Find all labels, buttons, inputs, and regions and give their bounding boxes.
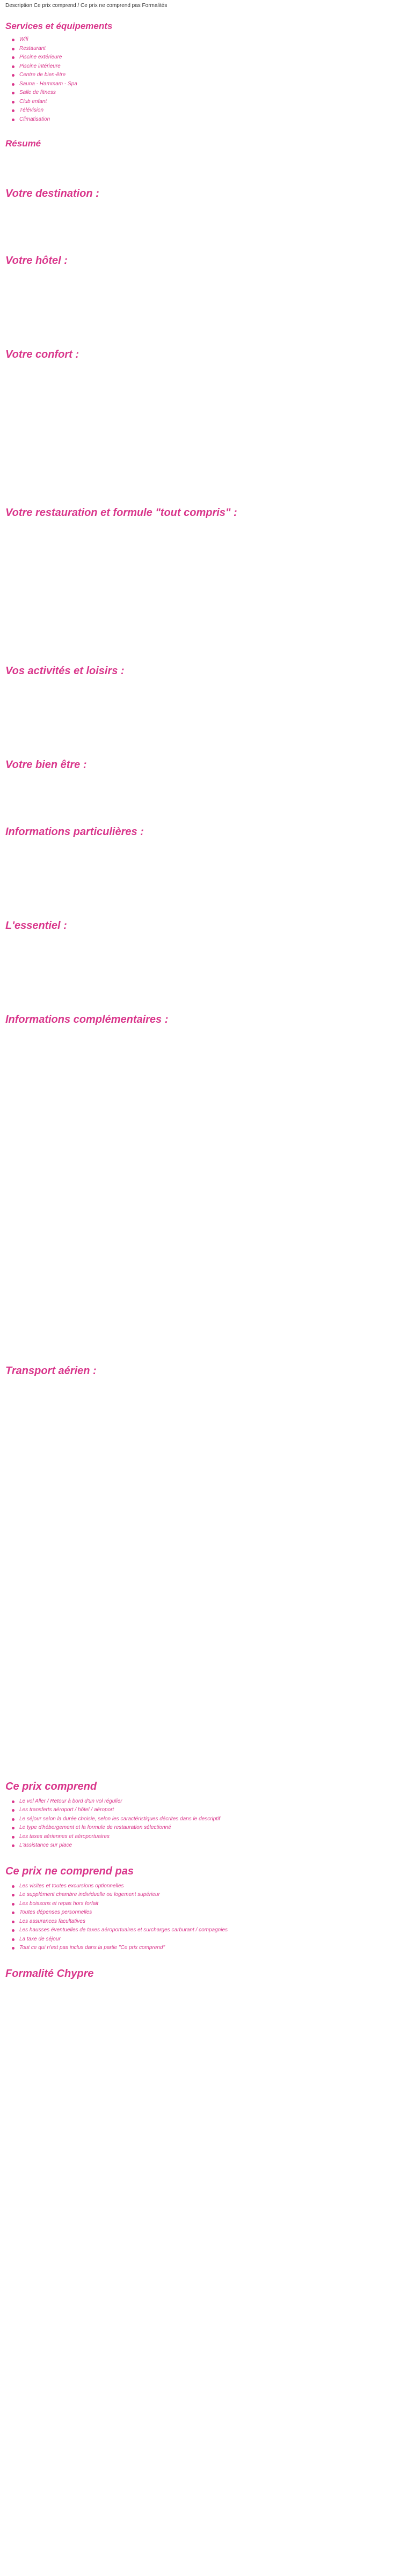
restauration-section: [5, 505, 402, 521]
essentiel-title: L'essentiel :: [5, 919, 67, 932]
services-list: [5, 36, 402, 123]
list-item: Wifi: [19, 36, 402, 44]
restauration-title: Votre restauration et formule "tout compris" :: [5, 506, 237, 519]
destination-section: [5, 186, 402, 202]
list-item: Centre de bien-être: [19, 71, 402, 79]
infos-pratiques-section: [5, 824, 402, 840]
destination-title: Votre destination :: [5, 187, 99, 200]
list-item: Le séjour selon la durée choisie, selon les caractéristiques décrites dans le descriptif: [19, 1815, 402, 1824]
infos-pratiques-title: Informations particulières :: [5, 825, 144, 838]
prix-comprend-list: [5, 1798, 402, 1850]
bienetre-section: [5, 757, 402, 773]
infos-complementaires-section: [5, 1012, 402, 1028]
infos-complementaires-title: Informations complémentaires :: [5, 1013, 169, 1025]
list-item: Les transferts aéroport / hôtel / aéroport: [19, 1806, 402, 1814]
resume-section: [5, 137, 402, 151]
services-title: Services et équipements: [5, 20, 113, 31]
bienetre-title: Votre bien être :: [5, 758, 87, 771]
list-item: Le type d'hébergement et la formule de restauration sélectionné: [19, 1824, 402, 1832]
list-item: Télévision: [19, 107, 402, 115]
list-item: L'assistance sur place: [19, 1842, 402, 1850]
list-item: Toutes dépenses personnelles: [19, 1909, 402, 1917]
confort-title: Votre confort :: [5, 348, 79, 360]
formalite-title: Formalité Chypre: [5, 1967, 94, 1980]
transport-section: [5, 1363, 402, 1379]
list-item: Les visites et toutes excursions optionnelles: [19, 1883, 402, 1891]
list-item: Restaurant: [19, 45, 402, 53]
hotel-title: Votre hôtel :: [5, 254, 68, 267]
list-item: Les assurances facultatives: [19, 1918, 402, 1926]
activites-section: [5, 663, 402, 679]
list-item: Tout ce qui n'est pas inclus dans la partie "Ce prix comprend": [19, 1944, 402, 1952]
services-section: [5, 20, 402, 124]
list-item: Le supplément chambre individuelle ou logement supérieur: [19, 1891, 402, 1899]
prix-ne-comprend-section: [5, 1864, 402, 1952]
list-item: Salle de fitness: [19, 89, 402, 97]
list-item: Climatisation: [19, 116, 402, 124]
list-item: Sauna - Hammam - Spa: [19, 80, 402, 88]
transport-title: Transport aérien :: [5, 1364, 97, 1377]
hotel-section: [5, 253, 402, 269]
list-item: Les boissons et repas hors forfait: [19, 1900, 402, 1908]
essentiel-section: [5, 918, 402, 934]
list-item: Le vol Aller / Retour à bord d'un vol régulier: [19, 1798, 402, 1806]
list-item: Piscine intérieure: [19, 63, 402, 71]
list-item: Club enfant: [19, 98, 402, 106]
prix-ne-comprend-list: [5, 1883, 402, 1952]
list-item: Piscine extérieure: [19, 54, 402, 62]
list-item: La taxe de séjour: [19, 1936, 402, 1944]
formalite-section: [5, 1966, 402, 1982]
list-item: Les hausses éventuelles de taxes aéroportuaires et surcharges carburant / compagnies: [19, 1927, 402, 1935]
list-item: Les taxes aériennes et aéroportuaires: [19, 1833, 402, 1841]
prix-ne-comprend-title: Ce prix ne comprend pas: [5, 1865, 134, 1877]
confort-section: [5, 347, 402, 363]
description-header: Description Ce prix comprend / Ce prix ne comprend pas Formalités: [5, 3, 168, 9]
activites-title: Vos activités et loisirs :: [5, 665, 125, 677]
resume-title: Résumé: [5, 138, 41, 149]
prix-comprend-section: [5, 1779, 402, 1850]
prix-comprend-title: Ce prix comprend: [5, 1780, 97, 1792]
